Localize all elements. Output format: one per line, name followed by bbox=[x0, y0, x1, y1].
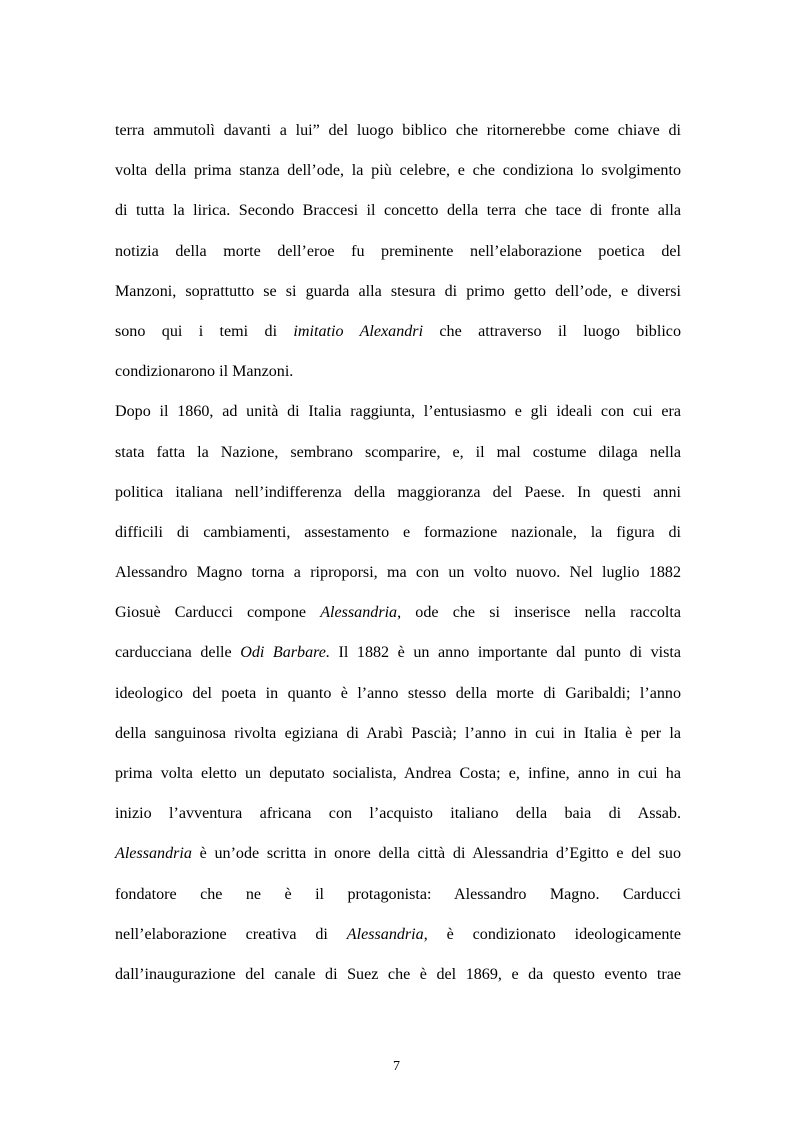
text-run: è un’ode scritta in onore della città di Alessandria d’Egitto e del suo bbox=[191, 845, 681, 863]
text-run: condizionarono il Manzoni. bbox=[115, 363, 294, 381]
text-run: politica italiana nell’indifferenza della maggioranza del Paese. In questi anni bbox=[115, 483, 681, 501]
text-run: notizia della morte dell’eroe fu preminente nell’elaborazione poetica del bbox=[115, 242, 681, 260]
text-line bbox=[115, 513, 681, 553]
body-text bbox=[115, 111, 681, 995]
text-run: Manzoni, soprattutto se si guarda alla stesura di primo getto dell’ode, e diversi bbox=[115, 282, 681, 300]
text-run: sono qui i temi di bbox=[115, 322, 294, 340]
italic-text: Alessandria bbox=[346, 925, 424, 943]
text-line bbox=[115, 352, 681, 392]
text-run: che attraverso il luogo biblico bbox=[423, 322, 681, 340]
text-line bbox=[115, 834, 681, 874]
text-line bbox=[115, 955, 681, 995]
text-run: stata fatta la Nazione, sembrano scomparire, e, il mal costume dilaga nella bbox=[115, 443, 681, 461]
text-run: di tutta la lirica. Secondo Braccesi il concetto della terra che tace di fronte alla bbox=[115, 202, 681, 220]
text-run: dall’inaugurazione del canale di Suez che è del 1869, e da questo evento trae bbox=[115, 965, 681, 983]
page-number: 7 bbox=[393, 1059, 400, 1074]
text-run: inizio l’avventura africana con l’acquisto italiano della baia di Assab. bbox=[115, 805, 681, 823]
text-line bbox=[115, 191, 681, 231]
text-line bbox=[115, 473, 681, 513]
text-run: Alessandro Magno torna a riproporsi, ma con un volto nuovo. Nel luglio 1882 bbox=[115, 564, 681, 582]
italic-text: imitatio Alexandri bbox=[293, 322, 424, 340]
text-run: prima volta eletto un deputato socialista, Andrea Costa; e, infine, anno in cui ha bbox=[115, 765, 681, 782]
text-run: fondatore che ne è il protagonista: Alessandro Magno. Carducci bbox=[115, 885, 681, 903]
text-run: , ode che si inserisce nella raccolta bbox=[397, 604, 681, 622]
text-run: carducciana delle bbox=[115, 644, 241, 662]
text-line bbox=[115, 232, 681, 272]
text-line bbox=[115, 674, 681, 714]
text-run: Dopo il 1860, ad unità di Italia raggiunta, l’entusiasmo e gli ideali con cui era bbox=[115, 403, 681, 421]
text-line bbox=[115, 433, 681, 473]
text-line bbox=[115, 915, 681, 955]
italic-text: Alessandria bbox=[115, 845, 192, 863]
text-line bbox=[115, 312, 681, 352]
italic-text: Alessandria bbox=[320, 604, 398, 622]
text-line bbox=[115, 875, 681, 915]
text-line bbox=[115, 794, 681, 834]
text-line bbox=[115, 392, 681, 432]
text-line bbox=[115, 553, 681, 593]
text-line bbox=[115, 714, 681, 754]
text-run: volta della prima stanza dell’ode, la più celebre, e che condiziona lo svolgimento bbox=[115, 162, 681, 180]
text-run: difficili di cambiamenti, assestamento e formazione nazionale, la figura di bbox=[115, 523, 681, 541]
text-run: nell’elaborazione creativa di bbox=[115, 925, 347, 943]
text-line bbox=[115, 151, 681, 191]
text-line bbox=[115, 754, 681, 794]
text-run: , è condizionato ideologicamente bbox=[423, 925, 681, 943]
text-run: Il 1882 è un anno importante dal punto di vista bbox=[329, 644, 681, 662]
italic-text: Odi Barbare. bbox=[240, 644, 330, 662]
text-line bbox=[115, 272, 681, 312]
text-line bbox=[115, 111, 681, 151]
text-run: ideologico del poeta in quanto è l’anno stesso della morte di Garibaldi; l’anno bbox=[115, 684, 681, 702]
text-line bbox=[115, 633, 681, 673]
text-run: della sanguinosa rivolta egiziana di Arabì Pascià; l’anno in cui in Italia è per la bbox=[115, 724, 681, 742]
text-line bbox=[115, 593, 681, 633]
text-run: Giosuè Carducci compone bbox=[115, 604, 321, 622]
text-run: terra ammutolì davanti a lui” del luogo biblico che ritornerebbe come chiave di bbox=[115, 122, 681, 139]
